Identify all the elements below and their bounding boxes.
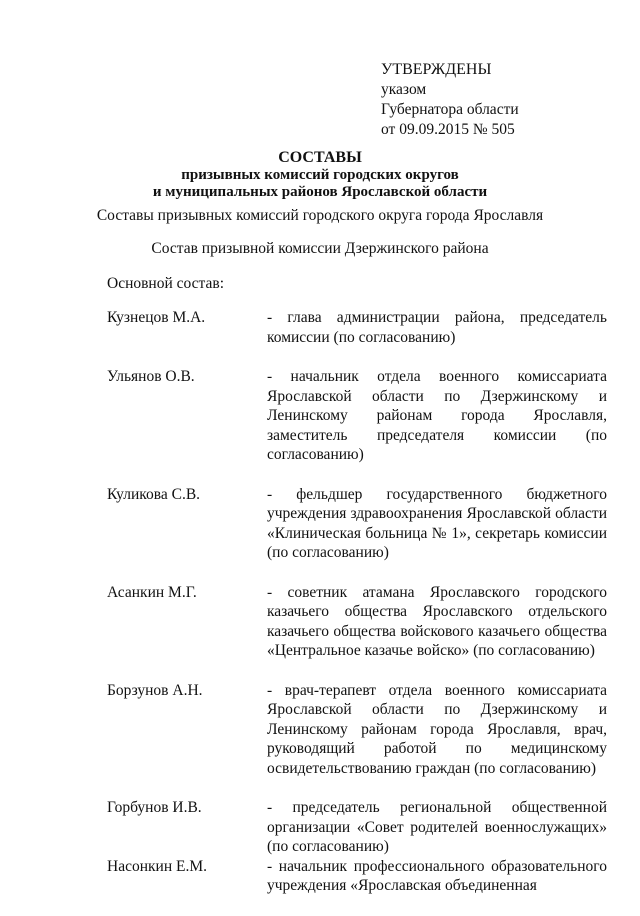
member-name: Борзунов А.Н. <box>107 681 203 699</box>
member-role: - фельдшер государственного бюджетного учреждения здравоохранения Ярославской области «Клиническая больница № 1», секретарь комиссии (по согласованию) <box>267 485 607 561</box>
member-name: Насонкин Е.М. <box>107 857 207 875</box>
approval-line-1: указом <box>381 81 427 98</box>
member-row <box>107 681 607 779</box>
member-role: - советник атамана Ярославского городского казачьего общества Ярославского отдельского казачьего общества войскового казачьего общества «Центральное казачье войско» (по согласованию) <box>267 583 607 659</box>
member-name: Кузнецов М.А. <box>107 309 206 326</box>
approval-block <box>381 60 519 140</box>
approval-line-3: от 09.09.2015 № 505 <box>381 121 515 138</box>
member-row <box>107 308 607 347</box>
approval-line-2: Губернатора области <box>381 101 519 118</box>
member-name: Асанкин М.Г. <box>107 583 197 601</box>
member-role: - начальник отдела военного комиссариата Ярославской области по Дзержинскому и Ленинскому районам города Ярославля, заместитель председателя комиссии (по согласованию) <box>267 368 607 463</box>
member-row <box>107 583 607 661</box>
member-role: - глава администрации района, председатель комиссии (по согласованию) <box>267 309 607 346</box>
subsection-heading: Состав призывной комиссии Дзержинского района <box>151 240 489 257</box>
member-role: - председатель региональной общественной организации «Совет родителей военнослужащих» (по согласованию) <box>267 799 607 855</box>
members-list <box>107 308 607 916</box>
title-main: СОСТАВЫ <box>278 149 362 166</box>
title-line-2: и муниципальных районов Ярославской области <box>152 184 488 200</box>
member-name: Ульянов О.В. <box>107 368 195 385</box>
approval-head: УТВЕРЖДЕНЫ <box>381 61 492 78</box>
member-row <box>107 798 607 857</box>
member-role: - врач-терапевт отдела военного комиссариата Ярославской области по Дзержинскому и Ленинскому районам города Ярославля, врач, руководящий работой по медицинскому освидетельствованию граждан (по согласованию) <box>267 681 607 777</box>
member-row <box>107 367 607 465</box>
title-line-1: призывных комиссий городских округов <box>181 167 459 183</box>
member-row <box>107 485 607 563</box>
member-role: - начальник профессионального образовательного учреждения «Ярославская объединенная <box>267 857 607 894</box>
core-composition-label: Основной состав: <box>107 275 225 292</box>
member-name: Горбунов И.В. <box>107 799 202 816</box>
section-heading: Составы призывных комиссий городского округа города Ярославля <box>96 207 544 224</box>
document-title <box>0 149 640 201</box>
member-name: Куликова С.В. <box>107 485 201 503</box>
member-row <box>107 857 607 896</box>
